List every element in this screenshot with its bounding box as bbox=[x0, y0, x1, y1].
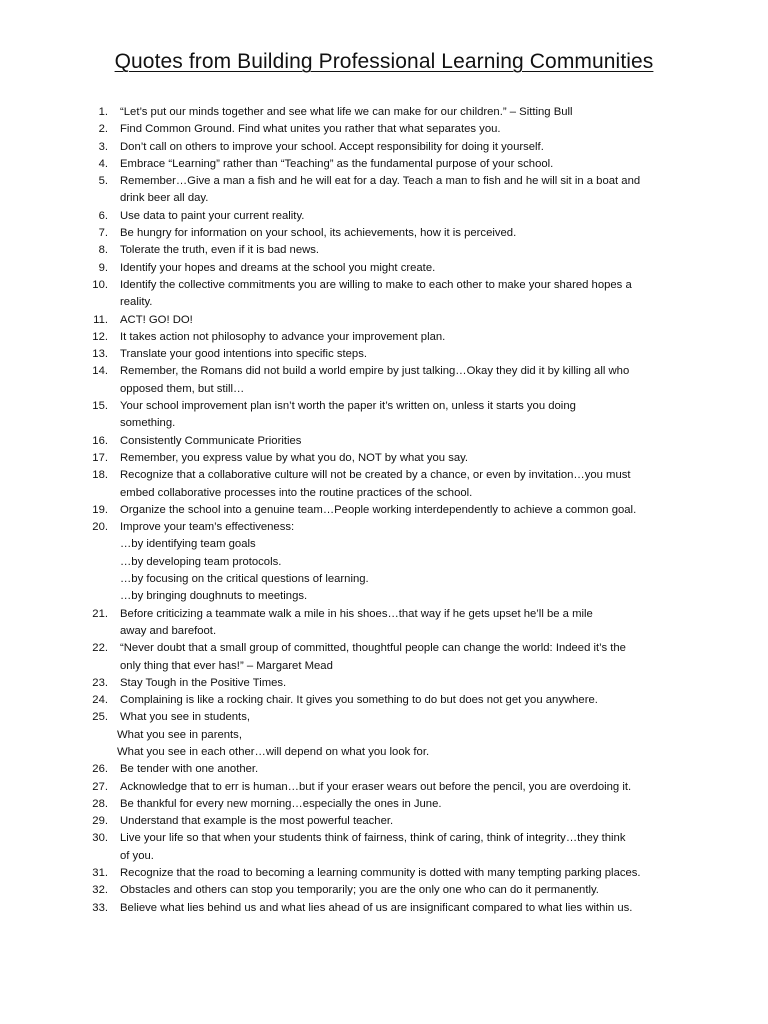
quote-number: 20. bbox=[92, 521, 108, 534]
quote-number: 18. bbox=[92, 469, 108, 482]
quote-line: …by developing team protocols. bbox=[120, 555, 282, 568]
quote-line: Recognize that the road to becoming a learning community is dotted with many tempting parking places. bbox=[120, 867, 641, 880]
quote-text bbox=[108, 329, 704, 346]
quote-item bbox=[84, 225, 704, 242]
quote-text bbox=[108, 640, 704, 675]
quote-line: drink beer all day. bbox=[120, 192, 209, 205]
quote-line: Remember, you express value by what you do, NOT by what you say. bbox=[120, 451, 469, 464]
quote-number: 5. bbox=[98, 175, 108, 188]
quote-number: 14. bbox=[92, 365, 108, 378]
quote-item bbox=[84, 606, 704, 641]
quote-line: What you see in students, bbox=[120, 711, 250, 724]
quote-text bbox=[108, 606, 704, 641]
quote-item bbox=[84, 813, 704, 830]
quote-text bbox=[108, 796, 704, 813]
quote-item bbox=[84, 761, 704, 778]
quote-item bbox=[84, 433, 704, 450]
quote-line: Don’t call on others to improve your school. Accept responsibility for doing it yourself. bbox=[120, 140, 544, 153]
quote-text bbox=[108, 813, 704, 830]
quote-line: “Never doubt that a small group of committed, thoughtful people can change the world: Indeed it’s the bbox=[120, 642, 626, 655]
quote-text bbox=[108, 865, 704, 882]
quote-item bbox=[84, 882, 704, 899]
quote-number: 24. bbox=[92, 694, 108, 707]
quote-number: 32. bbox=[92, 884, 108, 897]
quote-item bbox=[84, 139, 704, 156]
quote-line: Complaining is like a rocking chair. It gives you something to do but does not get you anywhere. bbox=[120, 694, 598, 707]
quote-line: …by bringing doughnuts to meetings. bbox=[120, 590, 308, 603]
quote-text bbox=[108, 467, 704, 502]
quote-number: 2. bbox=[98, 123, 108, 136]
quote-line: Acknowledge that to err is human…but if your eraser wears out before the pencil, you are overdoing it. bbox=[120, 780, 632, 793]
quote-item bbox=[84, 121, 704, 138]
quote-line: Improve your team’s effectiveness: bbox=[120, 521, 295, 534]
quote-number: 29. bbox=[92, 815, 108, 828]
quote-text bbox=[108, 173, 704, 208]
quote-number: 12. bbox=[92, 330, 108, 343]
quote-line: Stay Tough in the Positive Times. bbox=[120, 676, 287, 689]
quote-number: 23. bbox=[92, 676, 108, 689]
quote-number: 16. bbox=[92, 434, 108, 447]
quote-item bbox=[84, 242, 704, 259]
quote-item bbox=[84, 312, 704, 329]
quote-number: 28. bbox=[92, 797, 108, 810]
quote-list bbox=[84, 104, 704, 917]
quote-line: Identify the collective commitments you are willing to make to each other to make your shared hopes a bbox=[120, 278, 632, 291]
quote-number: 27. bbox=[92, 780, 108, 793]
quote-text bbox=[108, 260, 704, 277]
quote-item bbox=[84, 346, 704, 363]
quote-number: 6. bbox=[98, 209, 108, 222]
quote-line: What you see in each other…will depend on what you look for. bbox=[117, 745, 430, 758]
quote-item bbox=[84, 519, 704, 605]
quote-item bbox=[84, 675, 704, 692]
quote-text bbox=[108, 242, 704, 259]
quote-line: Live your life so that when your students think of fairness, think of caring, think of integrity…they think bbox=[120, 832, 626, 845]
quote-text bbox=[108, 882, 704, 899]
quote-text bbox=[108, 519, 704, 605]
quote-item bbox=[84, 156, 704, 173]
quote-item bbox=[84, 363, 704, 398]
quote-number: 4. bbox=[98, 157, 108, 170]
quote-number: 8. bbox=[98, 244, 108, 257]
quote-line: Your school improvement plan isn’t worth the paper it’s written on, unless it starts you doing bbox=[120, 400, 576, 413]
quote-text bbox=[108, 709, 704, 761]
quote-number: 30. bbox=[92, 832, 108, 845]
quote-line: Be tender with one another. bbox=[120, 763, 259, 776]
quote-text bbox=[108, 692, 704, 709]
quote-line: Consistently Communicate Priorities bbox=[120, 434, 302, 447]
quote-number: 7. bbox=[98, 227, 108, 240]
quote-item bbox=[84, 104, 704, 121]
quote-line: Be hungry for information on your school, its achievements, how it is perceived. bbox=[120, 227, 517, 240]
quote-line: Use data to paint your current reality. bbox=[120, 209, 305, 222]
quote-item bbox=[84, 329, 704, 346]
quote-number: 11. bbox=[93, 313, 108, 326]
quote-text bbox=[108, 779, 704, 796]
quote-item bbox=[84, 208, 704, 225]
quote-item bbox=[84, 260, 704, 277]
quote-line: …by identifying team goals bbox=[120, 538, 256, 551]
quote-line: Before criticizing a teammate walk a mile in his shoes…that way if he gets upset he’ll be a mile bbox=[120, 607, 593, 620]
quote-item bbox=[84, 173, 704, 208]
quote-text bbox=[108, 450, 704, 467]
quote-item bbox=[84, 830, 704, 865]
quote-text bbox=[108, 104, 704, 121]
quote-number: 25. bbox=[92, 711, 108, 724]
quote-text bbox=[108, 675, 704, 692]
quote-line: something. bbox=[120, 417, 176, 430]
quote-number: 19. bbox=[92, 503, 108, 516]
quote-text bbox=[108, 312, 704, 329]
quote-number: 3. bbox=[98, 140, 108, 153]
quote-number: 33. bbox=[92, 901, 108, 914]
quote-line: Be thankful for every new morning…especially the ones in June. bbox=[120, 797, 442, 810]
quote-line: Recognize that a collaborative culture will not be created by a chance, or even by invitation…you must bbox=[120, 469, 631, 482]
quote-line: Organize the school into a genuine team…People working interdependently to achieve a common goal. bbox=[120, 503, 637, 516]
quote-line: embed collaborative processes into the routine practices of the school. bbox=[120, 486, 473, 499]
quote-number: 15. bbox=[92, 400, 108, 413]
quote-text bbox=[108, 433, 704, 450]
quote-line: …by focusing on the critical questions of learning. bbox=[120, 573, 369, 586]
quote-item bbox=[84, 779, 704, 796]
document-title: Quotes from Building Professional Learning Communities bbox=[114, 50, 654, 73]
quote-item bbox=[84, 865, 704, 882]
quote-item bbox=[84, 398, 704, 433]
quote-line: Obstacles and others can stop you temporarily; you are the only one who can do it permanently. bbox=[120, 884, 599, 897]
quote-text bbox=[108, 398, 704, 433]
quote-item bbox=[84, 640, 704, 675]
quote-text bbox=[108, 225, 704, 242]
quote-line: Believe what lies behind us and what lies ahead of us are insignificant compared to what lies within us. bbox=[120, 901, 633, 914]
quote-line: opposed them, but still… bbox=[120, 382, 245, 395]
quote-line: What you see in parents, bbox=[117, 728, 242, 741]
quote-item bbox=[84, 692, 704, 709]
quote-line: Find Common Ground. Find what unites you rather that what separates you. bbox=[120, 123, 501, 136]
quote-item bbox=[84, 450, 704, 467]
quote-line: away and barefoot. bbox=[120, 624, 217, 637]
quote-line: of you. bbox=[120, 849, 154, 862]
quote-text bbox=[108, 208, 704, 225]
quote-item bbox=[84, 277, 704, 312]
quote-line: Embrace “Learning” rather than “Teaching” as the fundamental purpose of your school. bbox=[120, 157, 554, 170]
quote-item bbox=[84, 709, 704, 761]
quote-number: 31. bbox=[92, 867, 108, 880]
quote-text bbox=[108, 156, 704, 173]
quote-line: Identify your hopes and dreams at the school you might create. bbox=[120, 261, 436, 274]
quote-line: Remember…Give a man a fish and he will eat for a day. Teach a man to fish and he will sit in a boat and bbox=[120, 175, 641, 188]
quote-line: reality. bbox=[120, 296, 153, 309]
quote-number: 17. bbox=[92, 451, 108, 464]
quote-item bbox=[84, 900, 704, 917]
quote-text bbox=[108, 139, 704, 156]
quote-number: 10. bbox=[92, 278, 108, 291]
quote-number: 22. bbox=[92, 642, 108, 655]
quote-number: 9. bbox=[98, 261, 108, 274]
quote-number: 13. bbox=[92, 348, 108, 361]
quote-text bbox=[108, 363, 704, 398]
quote-text bbox=[108, 761, 704, 778]
quote-line: Understand that example is the most powerful teacher. bbox=[120, 815, 394, 828]
quote-text bbox=[108, 830, 704, 865]
quote-line: ACT! GO! DO! bbox=[120, 313, 193, 326]
quote-line: It takes action not philosophy to advance your improvement plan. bbox=[120, 330, 446, 343]
quote-number: 21. bbox=[92, 607, 108, 620]
quote-number: 26. bbox=[92, 763, 108, 776]
quote-text bbox=[108, 900, 704, 917]
quote-item bbox=[84, 796, 704, 813]
quote-line: “Let’s put our minds together and see what life we can make for our children.” – Sitting Bull bbox=[120, 106, 573, 118]
quote-number: 1. bbox=[98, 106, 108, 118]
quote-text bbox=[108, 277, 704, 312]
quote-line: only thing that ever has!” – Margaret Mead bbox=[120, 659, 333, 672]
quote-line: Tolerate the truth, even if it is bad news. bbox=[120, 244, 320, 257]
quote-line: Translate your good intentions into specific steps. bbox=[120, 348, 367, 361]
quote-line: Remember, the Romans did not build a world empire by just talking…Okay they did it by killing all who bbox=[120, 365, 630, 378]
quote-text bbox=[108, 502, 704, 519]
quote-item bbox=[84, 467, 704, 502]
quote-text bbox=[108, 346, 704, 363]
quote-text bbox=[108, 121, 704, 138]
quote-item bbox=[84, 502, 704, 519]
